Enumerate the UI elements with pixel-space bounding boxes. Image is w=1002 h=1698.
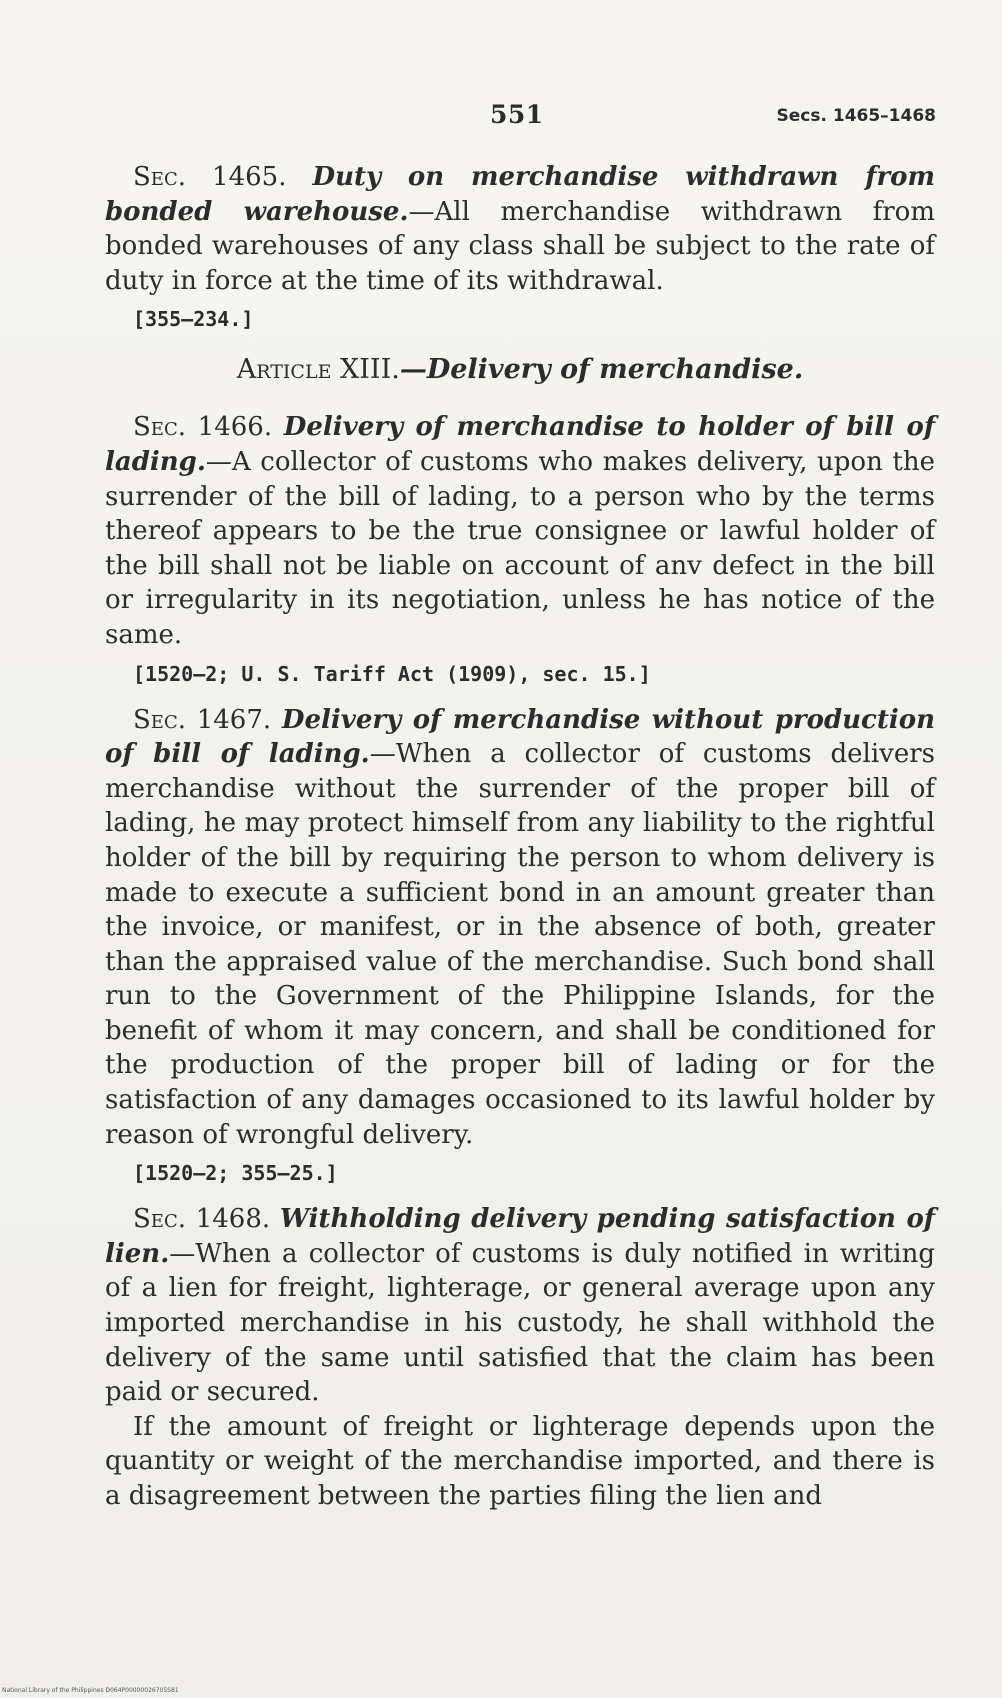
section-body: —When a collector of customs is duly notified in writing of a lien for freight, lighterage, or general average upon any imported merchandise in his custody, he shall withhold the delivery of the same until satisfied that the claim has been paid or secured. <box>105 1238 935 1408</box>
page-header <box>0 100 1002 140</box>
section-body: —All merchandise withdrawn from bonded warehouses of any class shall be subject to the rate of duty in force at the time of its withdrawal. <box>105 196 935 296</box>
running-head: Secs. 1465–1468 <box>776 106 936 126</box>
section-label: Sec. 1466. <box>133 412 273 443</box>
section-label: Sec. 1465. <box>133 162 287 192</box>
article-label: Article XIII. <box>236 354 400 386</box>
section-1467 <box>105 703 935 1153</box>
section-heading: Withholding delivery pending satisfaction of lien. <box>105 1204 935 1269</box>
citation: [355—234.] <box>133 307 254 332</box>
scan-footer: National Library of the Philippines D064P00000026705S81 <box>2 1687 179 1694</box>
section-label: Sec. 1468. <box>133 1204 271 1235</box>
article-heading <box>105 352 935 388</box>
citation: [1520—2; U. S. Tariff Act (1909), sec. 15.] <box>133 661 651 686</box>
section-body: —When a collector of customs delivers merchandise without the surrender of the proper bill of lading, he may protect himself from any liability to the rightful holder of the bill by requiring the person to whom delivery is made to execute a sufficient bond in an amount greater than the invoice, or manifest, or in the absence of both, greater than the appraised value of the merchandise. Such bond shall run to the Government of the Philippine Islands, for the benefit of whom it may concern, and shall be conditioned for the production of the proper bill of lading or for the satisfaction of any damages occasioned to its lawful holder by reason of wrongful delivery. <box>105 739 936 1150</box>
page-body <box>105 160 935 1514</box>
section-1468 <box>105 1202 935 1410</box>
section-1466 <box>105 410 935 652</box>
section-1468-continuation: If the amount of freight or lighterage depends upon the quantity or weight of the merchandise imported, and there is a disagreement between the parties filing the lien and <box>105 1411 935 1511</box>
article-title: —Delivery of merchandise. <box>399 354 804 386</box>
section-label: Sec. 1467. <box>133 704 272 735</box>
section-body: —A collector of customs who makes delivery, upon the surrender of the bill of lading, to a person who by the terms thereof appears to be the true consignee or lawful holder of the bill shall not be liable on account of anv defect in the bill or irregularity in its negotiation, unless he has notice of the same. <box>105 446 935 650</box>
section-1465 <box>105 160 935 298</box>
section-heading: Delivery of merchandise to holder of bill of lading. <box>105 412 936 477</box>
section-heading: Delivery of merchandise without production of bill of lading. <box>105 704 936 770</box>
page-number: 551 <box>490 100 544 129</box>
section-heading: Duty on merchandise withdrawn from bonded warehouse. <box>105 162 936 227</box>
citation: [1520—2; 355—25.] <box>133 1161 338 1186</box>
